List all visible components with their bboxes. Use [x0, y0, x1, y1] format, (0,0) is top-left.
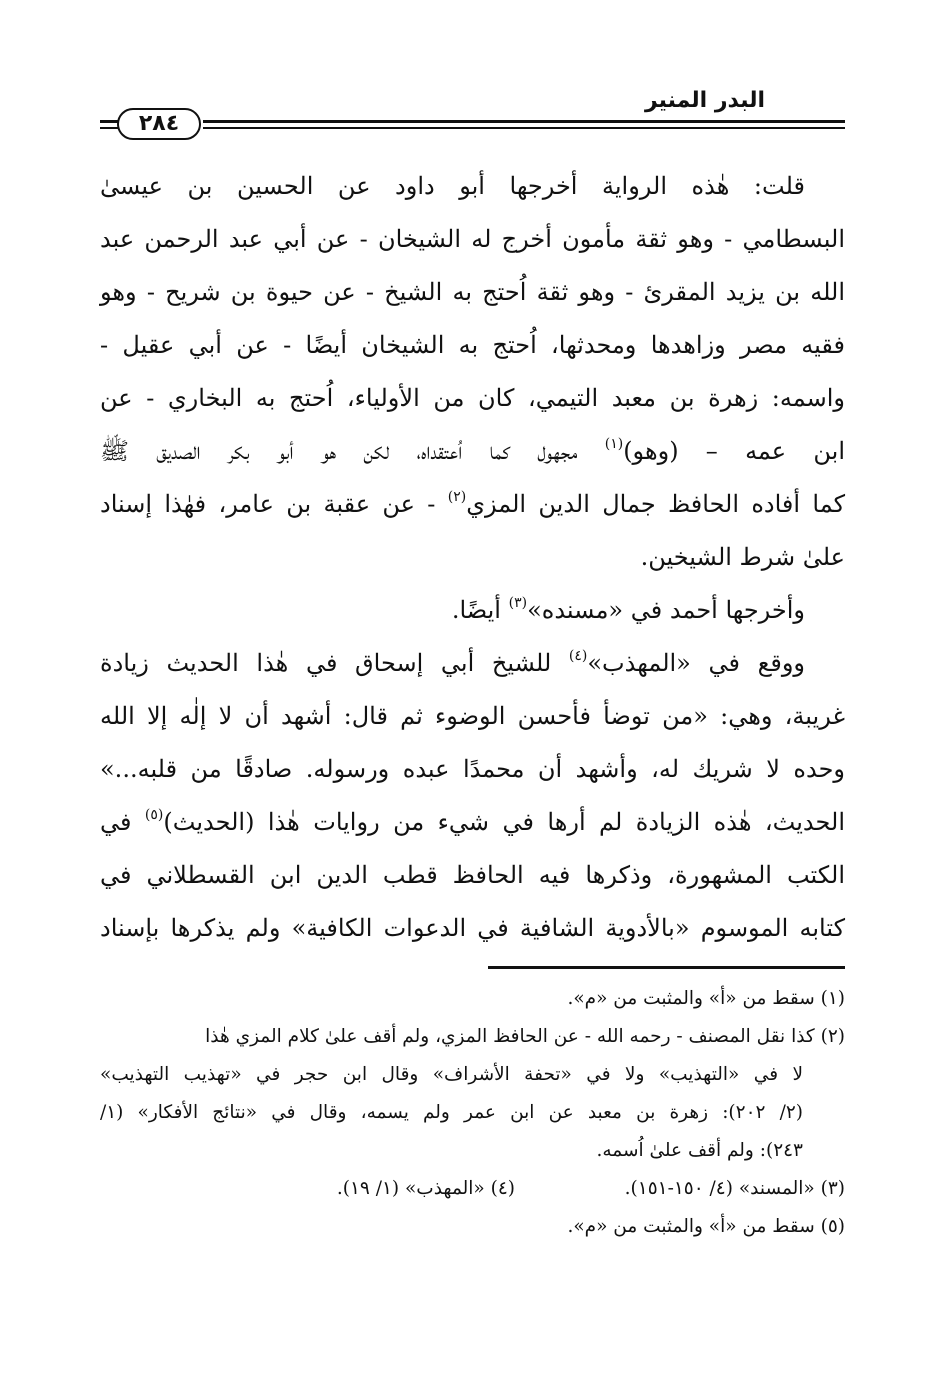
text-line [100, 796, 845, 849]
text-fragment: أيضًا. [451, 596, 509, 624]
text-fragment: ابن عمه – (وهو) [623, 437, 845, 465]
page-number: ٢٨٤ [117, 108, 201, 140]
text-line [100, 478, 845, 531]
text-line [100, 425, 845, 478]
text-fragment: للشيخ أبي إسحاق في هٰذا الحديث زيادة [100, 649, 569, 677]
text-line [100, 584, 845, 637]
footnote-2: (٢) كذا نقل المصنف - رحمه الله - عن الحافظ المزي، ولم أقف علىٰ كلام المزي هٰذا [205, 1026, 845, 1047]
footnote-2-continuation: (٢/ ٢٠٢): زهرة بن معبد عن ابن عمر ولم يسمه، وقال في «نتائج الأفكار» (١/ [100, 1102, 803, 1123]
text-fragment: وأخرجها أحمد في «مسنده» [527, 596, 805, 624]
text-line: قلت: هٰذه الرواية أخرجها أبو داود عن الحسين بن عيسىٰ [100, 172, 805, 200]
footnotes [100, 980, 845, 1246]
text-line: وحده لا شريك له، وأشهد أن محمدًا عبده ورسوله. صادقًا من قلبه...» [100, 755, 845, 783]
text-line: الله بن يزيد المقرئ - وهو ثقة اُحتج به الشيخ - عن حيوة بن شريح - وهو [100, 278, 845, 306]
text-line: واسمه: زهرة بن معبد التيمي، كان من الأولياء، اُحتج به البخاري - عن [100, 384, 845, 412]
footnote-3: (٣) «المسند» (٤/ ١٥٠-١٥١). [624, 1178, 845, 1199]
text-line: علىٰ شرط الشيخين. [640, 543, 845, 571]
text-line: فقيه مصر وزاهدها ومحدثها، اُحتج به الشيخان أيضًا - عن أبي عقيل - [100, 331, 845, 359]
footnote-1: (١) سقط من «أ» والمثبت من «م». [567, 988, 845, 1009]
text-fragment: ووقع في «المهذب» [587, 649, 806, 677]
text-line [100, 637, 845, 690]
footnote-ref[interactable]: (٢) [447, 489, 467, 505]
text-line: كتابه الموسوم «بالأدوية الشافية في الدعوات الكافية» ولم يذكرها بإسناد [100, 914, 845, 942]
footnote-row [100, 1170, 845, 1208]
text-line: البسطامي - وهو ثقة مأمون أخرج له الشيخان - عن أبي عبد الرحمن عبد [100, 225, 845, 253]
footnote-separator [488, 966, 845, 969]
footnote-2-continuation: ٢٤٣): ولم أقف علىٰ اُسمه. [596, 1140, 803, 1161]
footnote-2-continuation: لا في «التهذيب» ولا في «تحفة الأشراف» وقال ابن حجر في «تهذيب التهذيب» [100, 1064, 803, 1085]
book-title: البدر المنير [644, 88, 765, 113]
header-rule-top [203, 120, 845, 123]
text-fragment: كما أفاده الحافظ جمال الدين المزي [466, 490, 845, 518]
text-fragment: الحديث، هٰذه الزيادة لم أرها في شيء من روايات هٰذا (الحديث) [163, 808, 845, 836]
text-fragment: في [100, 808, 145, 836]
footnote-5: (٥) سقط من «أ» والمثبت من «م». [567, 1216, 845, 1237]
header-rule-bottom [203, 127, 845, 129]
footnote-ref[interactable]: (٤) [568, 648, 588, 664]
page-header [100, 88, 845, 136]
header-rule-left-bottom [100, 127, 118, 129]
footnote-4: (٤) «المهذب» (١/ ١٩). [336, 1178, 515, 1199]
text-line: الكتب المشهورة، وذكرها فيه الحافظ قطب الدين ابن القسطلاني في [100, 861, 845, 889]
main-text [100, 160, 845, 955]
footnote-ref[interactable]: (١) [604, 436, 624, 452]
footnote-ref[interactable]: (٥) [144, 807, 164, 823]
text-line: غريبة، وهي: «من توضأ فأحسن الوضوء ثم قال: أشهد أن لا إلٰه إلا الله [100, 702, 845, 730]
text-fragment: - عن عقبة بن عامر، فهٰذا إسناد [100, 490, 448, 518]
header-rule-left-top [100, 120, 118, 123]
text-fragment: مجهول كما اُعتقداه، لكن هو أبو بكر الصديق ﷺ [100, 437, 605, 465]
footnote-ref[interactable]: (٣) [508, 595, 528, 611]
